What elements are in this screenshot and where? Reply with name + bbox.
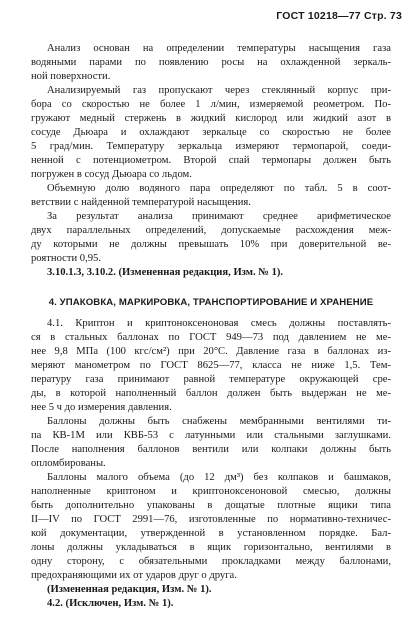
text-line: 4.1. Криптон и криптоноксеноновая смесь должны поставлять- [47, 318, 391, 329]
text-line: предохраняющими их от ударов друг о друга. [31, 570, 237, 581]
text-line: роятности 0,95. [31, 253, 101, 264]
text-line: ся в стальных баллонах по ГОСТ 949—73 под давлением не ме- [31, 332, 391, 343]
text-line: ной поверхности. [31, 71, 111, 82]
text-line: ду которыми не должны превышать 10% при доверительной ве- [31, 239, 391, 250]
text-line: одну сторону, с обязательными прокладками между баллонами, [31, 556, 391, 567]
amendment-note: (Измененная редакция, Изм. № 1). [47, 584, 212, 595]
text-line: па КВ-1М или КВБ-53 с латунными или стальными заглушками. [31, 430, 391, 441]
text-line: ненной с потенциометром. Второй спай термопары должен быть [31, 155, 391, 166]
text-line: 5 град/мин. Температуру зеркальца измеряют термопарой, соеди- [31, 141, 391, 152]
text-line: гружают медный стержень в жидкий кислород или жидкий азот в [31, 113, 391, 124]
text-line: бора со скоростью не более 1 л/мин, измеряемой реометром. По- [31, 99, 391, 110]
text-line: быть дополнительно упакованы в дощатые плотные ящики типа [31, 500, 391, 511]
text-line: наполненные криптоном и криптоноксеноновой смесью, должны [31, 486, 391, 497]
text-line: меряют манометром по ГОСТ 8625—77, класса не ниже 1,5. Тем- [31, 360, 391, 371]
text-line: ды, в которой наполненный баллон должен быть выдержан не ме- [31, 388, 391, 399]
text-line: За результат анализа принимают среднее арифметическое [47, 211, 391, 222]
text-line: опломбированы. [31, 458, 106, 469]
text-line: сосуде Дьюара и охлаждают зеркальце со скоростью не более [31, 127, 391, 138]
text-line: II—IV по ГОСТ 2991—76, изготовленные по нормативно-техничес- [31, 514, 391, 525]
text-line: Баллоны должны быть снабжены мембранными вентилями ти- [47, 416, 391, 427]
text-line: погружен в сосуд Дьюара со льдом. [31, 169, 192, 180]
text-line: Баллоны малого объема (до 12 дм³) без колпаков и башмаков, [47, 472, 391, 483]
text-line: Анализируемый газ пропускают через стеклянный корпус при- [47, 85, 391, 96]
text-line: двух параллельных определений, допускаемые расхождения меж- [31, 225, 391, 236]
text-line: водяными парами по появлению росы на охлажденной зеркаль- [31, 57, 391, 68]
text-line: Анализ основан на определении температуры насыщения газа [47, 43, 391, 54]
text-line: кой документации, утвержденной в установленном порядке. Бал- [31, 528, 391, 539]
text-line: нее 9,8 МПа (100 кгс/см²) при 20°С. Давление газа в баллонах из- [31, 346, 391, 357]
page-header: ГОСТ 10218—77 Стр. 73 [276, 10, 402, 22]
text-line: ветствии с найденной температурой насыщения. [31, 197, 251, 208]
text-line: пературу газа принимают равной температуре окружающей сре- [31, 374, 391, 385]
excluded-clause-note: 4.2. (Исключен, Изм. № 1). [47, 598, 174, 609]
text-line: нее 5 ч до измерения давления. [31, 402, 172, 413]
amendment-note: 3.10.1.3, 3.10.2. (Измененная редакция, Изм. № 1). [47, 267, 284, 278]
text-line: После наполнения баллонов вентили или колпаки должны быть [31, 444, 391, 455]
text-line: лоны должны укладываться в ящик горизонтально, вентилями в [31, 542, 391, 553]
text-line: Объемную долю водяного пара определяют по табл. 5 в соот- [47, 183, 391, 194]
section-heading: 4. УПАКОВКА, МАРКИРОВКА, ТРАНСПОРТИРОВАНИЕ И ХРАНЕНИЕ [48, 297, 374, 308]
